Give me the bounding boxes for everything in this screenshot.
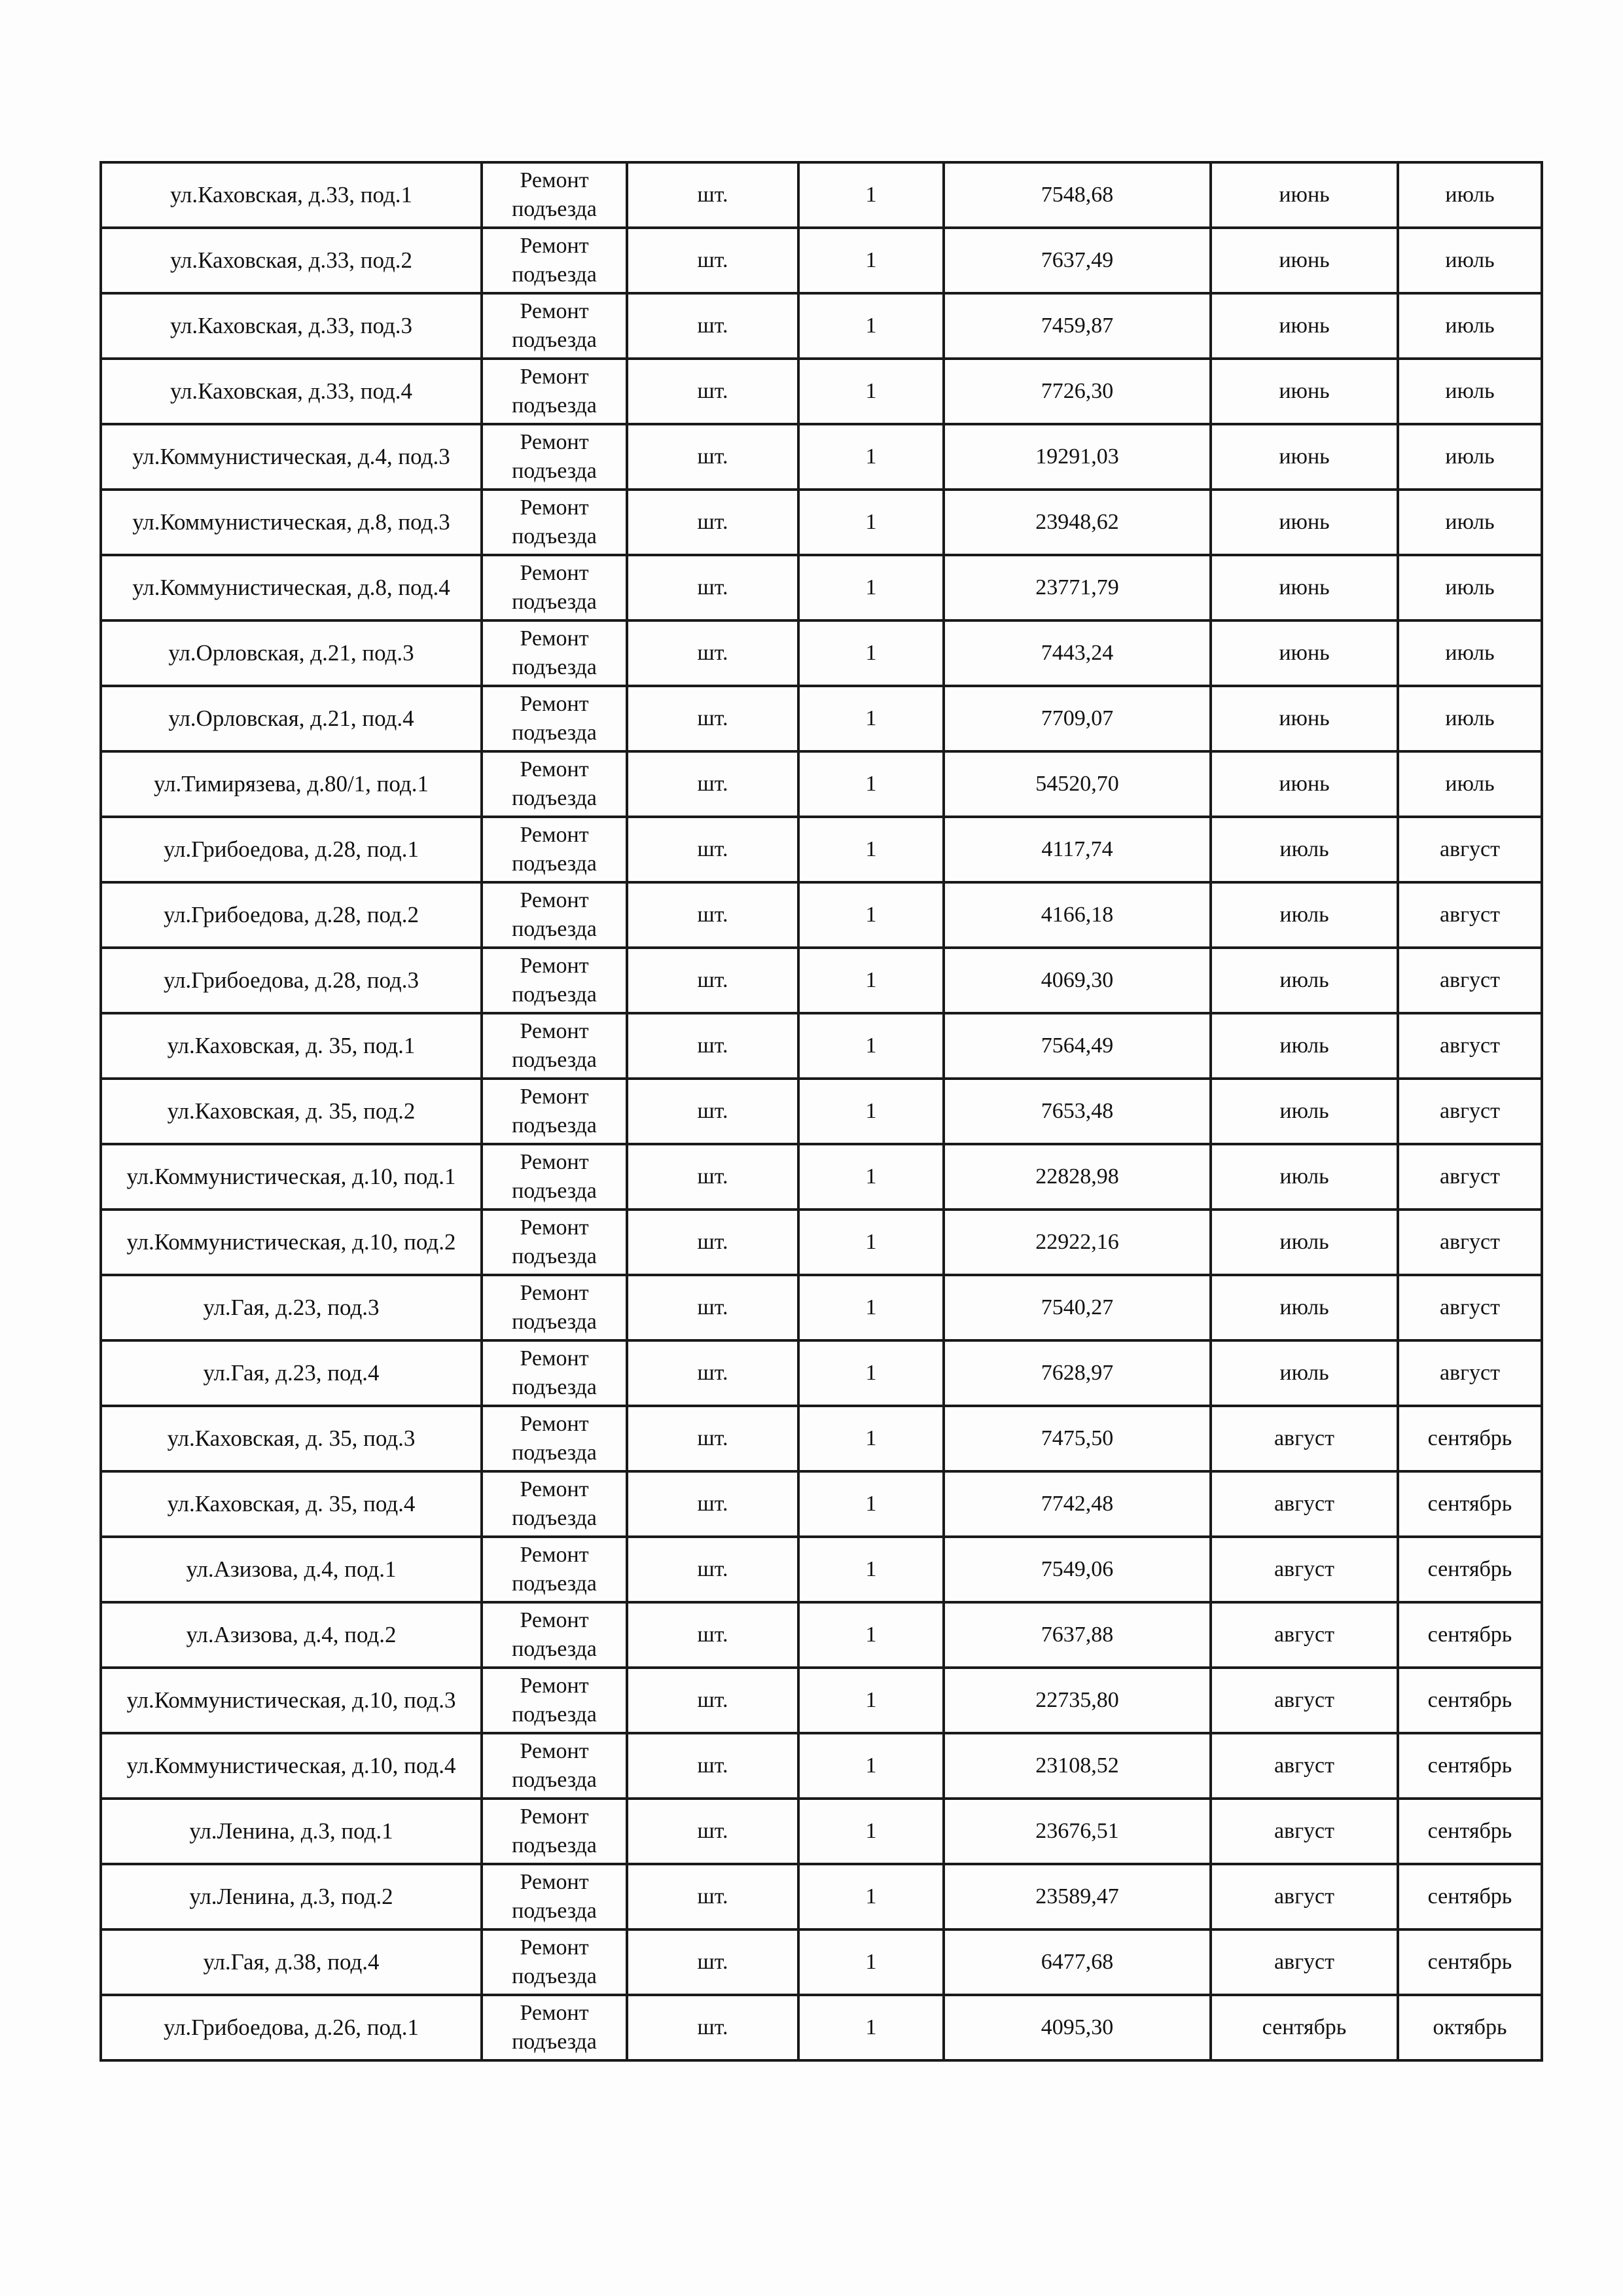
table-row <box>101 1995 1542 2060</box>
end-month-cell: сентябрь <box>1398 1799 1542 1864</box>
unit-cell: шт. <box>627 1995 798 2060</box>
address-cell: ул.Орловская, д.21, под.3 <box>101 620 482 686</box>
table-body <box>101 162 1542 2060</box>
table-row <box>101 293 1542 359</box>
table-row <box>101 1537 1542 1602</box>
start-month-cell: июль <box>1211 817 1398 882</box>
unit-cell: шт. <box>627 1864 798 1929</box>
address-cell: ул.Грибоедова, д.28, под.2 <box>101 882 482 948</box>
end-month-cell: июль <box>1398 490 1542 555</box>
cost-cell: 7443,24 <box>944 620 1211 686</box>
start-month-cell: июнь <box>1211 620 1398 686</box>
cost-cell: 7628,97 <box>944 1340 1211 1406</box>
address-cell: ул.Гая, д.23, под.4 <box>101 1340 482 1406</box>
quantity-cell: 1 <box>798 620 944 686</box>
end-month-cell: август <box>1398 1275 1542 1340</box>
address-cell: ул.Коммунистическая, д.4, под.3 <box>101 424 482 490</box>
quantity-cell: 1 <box>798 1995 944 2060</box>
quantity-cell: 1 <box>798 1013 944 1079</box>
table-row <box>101 620 1542 686</box>
work-type-cell: Ремонт подъезда <box>482 1668 627 1733</box>
end-month-cell: сентябрь <box>1398 1929 1542 1995</box>
start-month-cell: август <box>1211 1864 1398 1929</box>
address-cell: ул.Каховская, д. 35, под.3 <box>101 1406 482 1471</box>
work-type-cell: Ремонт подъезда <box>482 1013 627 1079</box>
cost-cell: 4095,30 <box>944 1995 1211 2060</box>
address-cell: ул.Каховская, д.33, под.4 <box>101 359 482 424</box>
cost-cell: 23676,51 <box>944 1799 1211 1864</box>
work-type-cell: Ремонт подъезда <box>482 490 627 555</box>
start-month-cell: июнь <box>1211 555 1398 620</box>
start-month-cell: июнь <box>1211 228 1398 293</box>
table-row <box>101 424 1542 490</box>
unit-cell: шт. <box>627 1275 798 1340</box>
start-month-cell: июль <box>1211 882 1398 948</box>
work-type-cell: Ремонт подъезда <box>482 1995 627 2060</box>
cost-cell: 7726,30 <box>944 359 1211 424</box>
quantity-cell: 1 <box>798 1210 944 1275</box>
table-row <box>101 817 1542 882</box>
end-month-cell: июль <box>1398 620 1542 686</box>
address-cell: ул.Каховская, д. 35, под.2 <box>101 1079 482 1144</box>
work-type-cell: Ремонт подъезда <box>482 1275 627 1340</box>
quantity-cell: 1 <box>798 686 944 751</box>
work-type-cell: Ремонт подъезда <box>482 1144 627 1210</box>
quantity-cell: 1 <box>798 1864 944 1929</box>
work-type-cell: Ремонт подъезда <box>482 882 627 948</box>
start-month-cell: август <box>1211 1668 1398 1733</box>
table-row <box>101 490 1542 555</box>
cost-cell: 7459,87 <box>944 293 1211 359</box>
work-type-cell: Ремонт подъезда <box>482 1799 627 1864</box>
start-month-cell: июль <box>1211 1013 1398 1079</box>
end-month-cell: сентябрь <box>1398 1471 1542 1537</box>
cost-cell: 23948,62 <box>944 490 1211 555</box>
start-month-cell: июль <box>1211 1340 1398 1406</box>
cost-cell: 4117,74 <box>944 817 1211 882</box>
address-cell: ул.Ленина, д.3, под.2 <box>101 1864 482 1929</box>
end-month-cell: август <box>1398 1144 1542 1210</box>
cost-cell: 7540,27 <box>944 1275 1211 1340</box>
start-month-cell: август <box>1211 1602 1398 1668</box>
quantity-cell: 1 <box>798 948 944 1013</box>
quantity-cell: 1 <box>798 1799 944 1864</box>
work-type-cell: Ремонт подъезда <box>482 359 627 424</box>
address-cell: ул.Каховская, д. 35, под.4 <box>101 1471 482 1537</box>
table-row <box>101 1079 1542 1144</box>
cost-cell: 23771,79 <box>944 555 1211 620</box>
start-month-cell: август <box>1211 1799 1398 1864</box>
quantity-cell: 1 <box>798 293 944 359</box>
repair-schedule-table <box>99 161 1543 2062</box>
address-cell: ул.Коммунистическая, д.10, под.4 <box>101 1733 482 1799</box>
end-month-cell: август <box>1398 882 1542 948</box>
work-type-cell: Ремонт подъезда <box>482 948 627 1013</box>
table-row <box>101 359 1542 424</box>
address-cell: ул.Грибоедова, д.26, под.1 <box>101 1995 482 2060</box>
quantity-cell: 1 <box>798 1733 944 1799</box>
end-month-cell: август <box>1398 1079 1542 1144</box>
start-month-cell: июль <box>1211 1210 1398 1275</box>
unit-cell: шт. <box>627 1013 798 1079</box>
end-month-cell: сентябрь <box>1398 1602 1542 1668</box>
unit-cell: шт. <box>627 555 798 620</box>
quantity-cell: 1 <box>798 228 944 293</box>
work-type-cell: Ремонт подъезда <box>482 1210 627 1275</box>
end-month-cell: август <box>1398 1340 1542 1406</box>
start-month-cell: июнь <box>1211 686 1398 751</box>
unit-cell: шт. <box>627 490 798 555</box>
address-cell: ул.Коммунистическая, д.10, под.3 <box>101 1668 482 1733</box>
unit-cell: шт. <box>627 1406 798 1471</box>
end-month-cell: июль <box>1398 293 1542 359</box>
start-month-cell: июнь <box>1211 424 1398 490</box>
table-row <box>101 1929 1542 1995</box>
work-type-cell: Ремонт подъезда <box>482 751 627 817</box>
quantity-cell: 1 <box>798 1275 944 1340</box>
end-month-cell: октябрь <box>1398 1995 1542 2060</box>
end-month-cell: июль <box>1398 359 1542 424</box>
start-month-cell: июль <box>1211 948 1398 1013</box>
end-month-cell: сентябрь <box>1398 1668 1542 1733</box>
cost-cell: 23108,52 <box>944 1733 1211 1799</box>
unit-cell: шт. <box>627 1079 798 1144</box>
work-type-cell: Ремонт подъезда <box>482 1929 627 1995</box>
quantity-cell: 1 <box>798 555 944 620</box>
address-cell: ул.Орловская, д.21, под.4 <box>101 686 482 751</box>
table-row <box>101 228 1542 293</box>
work-type-cell: Ремонт подъезда <box>482 555 627 620</box>
work-type-cell: Ремонт подъезда <box>482 1537 627 1602</box>
end-month-cell: июль <box>1398 751 1542 817</box>
table-row <box>101 1799 1542 1864</box>
quantity-cell: 1 <box>798 882 944 948</box>
cost-cell: 7637,49 <box>944 228 1211 293</box>
unit-cell: шт. <box>627 1733 798 1799</box>
unit-cell: шт. <box>627 1471 798 1537</box>
end-month-cell: август <box>1398 1013 1542 1079</box>
quantity-cell: 1 <box>798 424 944 490</box>
end-month-cell: сентябрь <box>1398 1733 1542 1799</box>
unit-cell: шт. <box>627 817 798 882</box>
quantity-cell: 1 <box>798 1929 944 1995</box>
start-month-cell: июнь <box>1211 490 1398 555</box>
cost-cell: 22735,80 <box>944 1668 1211 1733</box>
cost-cell: 23589,47 <box>944 1864 1211 1929</box>
table-row <box>101 1275 1542 1340</box>
work-type-cell: Ремонт подъезда <box>482 1079 627 1144</box>
work-type-cell: Ремонт подъезда <box>482 620 627 686</box>
unit-cell: шт. <box>627 293 798 359</box>
address-cell: ул.Каховская, д.33, под.3 <box>101 293 482 359</box>
unit-cell: шт. <box>627 1929 798 1995</box>
address-cell: ул.Азизова, д.4, под.1 <box>101 1537 482 1602</box>
work-type-cell: Ремонт подъезда <box>482 686 627 751</box>
end-month-cell: июль <box>1398 228 1542 293</box>
address-cell: ул.Гая, д.23, под.3 <box>101 1275 482 1340</box>
work-type-cell: Ремонт подъезда <box>482 228 627 293</box>
start-month-cell: август <box>1211 1537 1398 1602</box>
unit-cell: шт. <box>627 948 798 1013</box>
work-type-cell: Ремонт подъезда <box>482 1602 627 1668</box>
work-type-cell: Ремонт подъезда <box>482 424 627 490</box>
table-row <box>101 686 1542 751</box>
cost-cell: 22922,16 <box>944 1210 1211 1275</box>
cost-cell: 19291,03 <box>944 424 1211 490</box>
cost-cell: 4166,18 <box>944 882 1211 948</box>
address-cell: ул.Ленина, д.3, под.1 <box>101 1799 482 1864</box>
quantity-cell: 1 <box>798 1602 944 1668</box>
quantity-cell: 1 <box>798 751 944 817</box>
table-row <box>101 162 1542 228</box>
end-month-cell: июль <box>1398 686 1542 751</box>
end-month-cell: июль <box>1398 162 1542 228</box>
end-month-cell: август <box>1398 817 1542 882</box>
start-month-cell: июнь <box>1211 359 1398 424</box>
address-cell: ул.Тимирязева, д.80/1, под.1 <box>101 751 482 817</box>
start-month-cell: июнь <box>1211 162 1398 228</box>
table-row <box>101 1406 1542 1471</box>
end-month-cell: июль <box>1398 424 1542 490</box>
unit-cell: шт. <box>627 359 798 424</box>
work-type-cell: Ремонт подъезда <box>482 1864 627 1929</box>
unit-cell: шт. <box>627 424 798 490</box>
cost-cell: 4069,30 <box>944 948 1211 1013</box>
table-row <box>101 1471 1542 1537</box>
table-row <box>101 751 1542 817</box>
work-type-cell: Ремонт подъезда <box>482 1340 627 1406</box>
table-row <box>101 1668 1542 1733</box>
start-month-cell: август <box>1211 1471 1398 1537</box>
quantity-cell: 1 <box>798 1144 944 1210</box>
start-month-cell: сентябрь <box>1211 1995 1398 2060</box>
cost-cell: 7475,50 <box>944 1406 1211 1471</box>
start-month-cell: август <box>1211 1929 1398 1995</box>
work-type-cell: Ремонт подъезда <box>482 817 627 882</box>
unit-cell: шт. <box>627 686 798 751</box>
start-month-cell: июль <box>1211 1144 1398 1210</box>
unit-cell: шт. <box>627 1668 798 1733</box>
unit-cell: шт. <box>627 1210 798 1275</box>
cost-cell: 7548,68 <box>944 162 1211 228</box>
quantity-cell: 1 <box>798 359 944 424</box>
cost-cell: 22828,98 <box>944 1144 1211 1210</box>
table-row <box>101 1864 1542 1929</box>
address-cell: ул.Каховская, д.33, под.2 <box>101 228 482 293</box>
table-row <box>101 882 1542 948</box>
unit-cell: шт. <box>627 1799 798 1864</box>
quantity-cell: 1 <box>798 1406 944 1471</box>
address-cell: ул.Коммунистическая, д.10, под.2 <box>101 1210 482 1275</box>
start-month-cell: июль <box>1211 1079 1398 1144</box>
table-row <box>101 1340 1542 1406</box>
address-cell: ул.Коммунистическая, д.8, под.4 <box>101 555 482 620</box>
cost-cell: 7637,88 <box>944 1602 1211 1668</box>
quantity-cell: 1 <box>798 1340 944 1406</box>
start-month-cell: июнь <box>1211 293 1398 359</box>
work-type-cell: Ремонт подъезда <box>482 1471 627 1537</box>
unit-cell: шт. <box>627 1144 798 1210</box>
end-month-cell: сентябрь <box>1398 1537 1542 1602</box>
unit-cell: шт. <box>627 620 798 686</box>
unit-cell: шт. <box>627 1602 798 1668</box>
quantity-cell: 1 <box>798 490 944 555</box>
address-cell: ул.Грибоедова, д.28, под.3 <box>101 948 482 1013</box>
address-cell: ул.Коммунистическая, д.10, под.1 <box>101 1144 482 1210</box>
table-row <box>101 1733 1542 1799</box>
cost-cell: 7564,49 <box>944 1013 1211 1079</box>
cost-cell: 7742,48 <box>944 1471 1211 1537</box>
work-type-cell: Ремонт подъезда <box>482 1733 627 1799</box>
quantity-cell: 1 <box>798 1471 944 1537</box>
address-cell: ул.Гая, д.38, под.4 <box>101 1929 482 1995</box>
cost-cell: 54520,70 <box>944 751 1211 817</box>
table-row <box>101 1144 1542 1210</box>
table-row <box>101 1210 1542 1275</box>
address-cell: ул.Коммунистическая, д.8, под.3 <box>101 490 482 555</box>
quantity-cell: 1 <box>798 162 944 228</box>
end-month-cell: август <box>1398 1210 1542 1275</box>
address-cell: ул.Грибоедова, д.28, под.1 <box>101 817 482 882</box>
table-row <box>101 555 1542 620</box>
quantity-cell: 1 <box>798 1537 944 1602</box>
table-row <box>101 948 1542 1013</box>
cost-cell: 7549,06 <box>944 1537 1211 1602</box>
start-month-cell: август <box>1211 1406 1398 1471</box>
address-cell: ул.Азизова, д.4, под.2 <box>101 1602 482 1668</box>
unit-cell: шт. <box>627 228 798 293</box>
end-month-cell: июль <box>1398 555 1542 620</box>
quantity-cell: 1 <box>798 1668 944 1733</box>
cost-cell: 6477,68 <box>944 1929 1211 1995</box>
start-month-cell: август <box>1211 1733 1398 1799</box>
unit-cell: шт. <box>627 882 798 948</box>
address-cell: ул.Каховская, д.33, под.1 <box>101 162 482 228</box>
end-month-cell: сентябрь <box>1398 1864 1542 1929</box>
unit-cell: шт. <box>627 162 798 228</box>
table-row <box>101 1602 1542 1668</box>
end-month-cell: август <box>1398 948 1542 1013</box>
quantity-cell: 1 <box>798 817 944 882</box>
start-month-cell: июль <box>1211 1275 1398 1340</box>
end-month-cell: сентябрь <box>1398 1406 1542 1471</box>
address-cell: ул.Каховская, д. 35, под.1 <box>101 1013 482 1079</box>
cost-cell: 7709,07 <box>944 686 1211 751</box>
quantity-cell: 1 <box>798 1079 944 1144</box>
unit-cell: шт. <box>627 1537 798 1602</box>
start-month-cell: июнь <box>1211 751 1398 817</box>
table-row <box>101 1013 1542 1079</box>
work-type-cell: Ремонт подъезда <box>482 293 627 359</box>
work-type-cell: Ремонт подъезда <box>482 1406 627 1471</box>
unit-cell: шт. <box>627 1340 798 1406</box>
unit-cell: шт. <box>627 751 798 817</box>
work-type-cell: Ремонт подъезда <box>482 162 627 228</box>
cost-cell: 7653,48 <box>944 1079 1211 1144</box>
